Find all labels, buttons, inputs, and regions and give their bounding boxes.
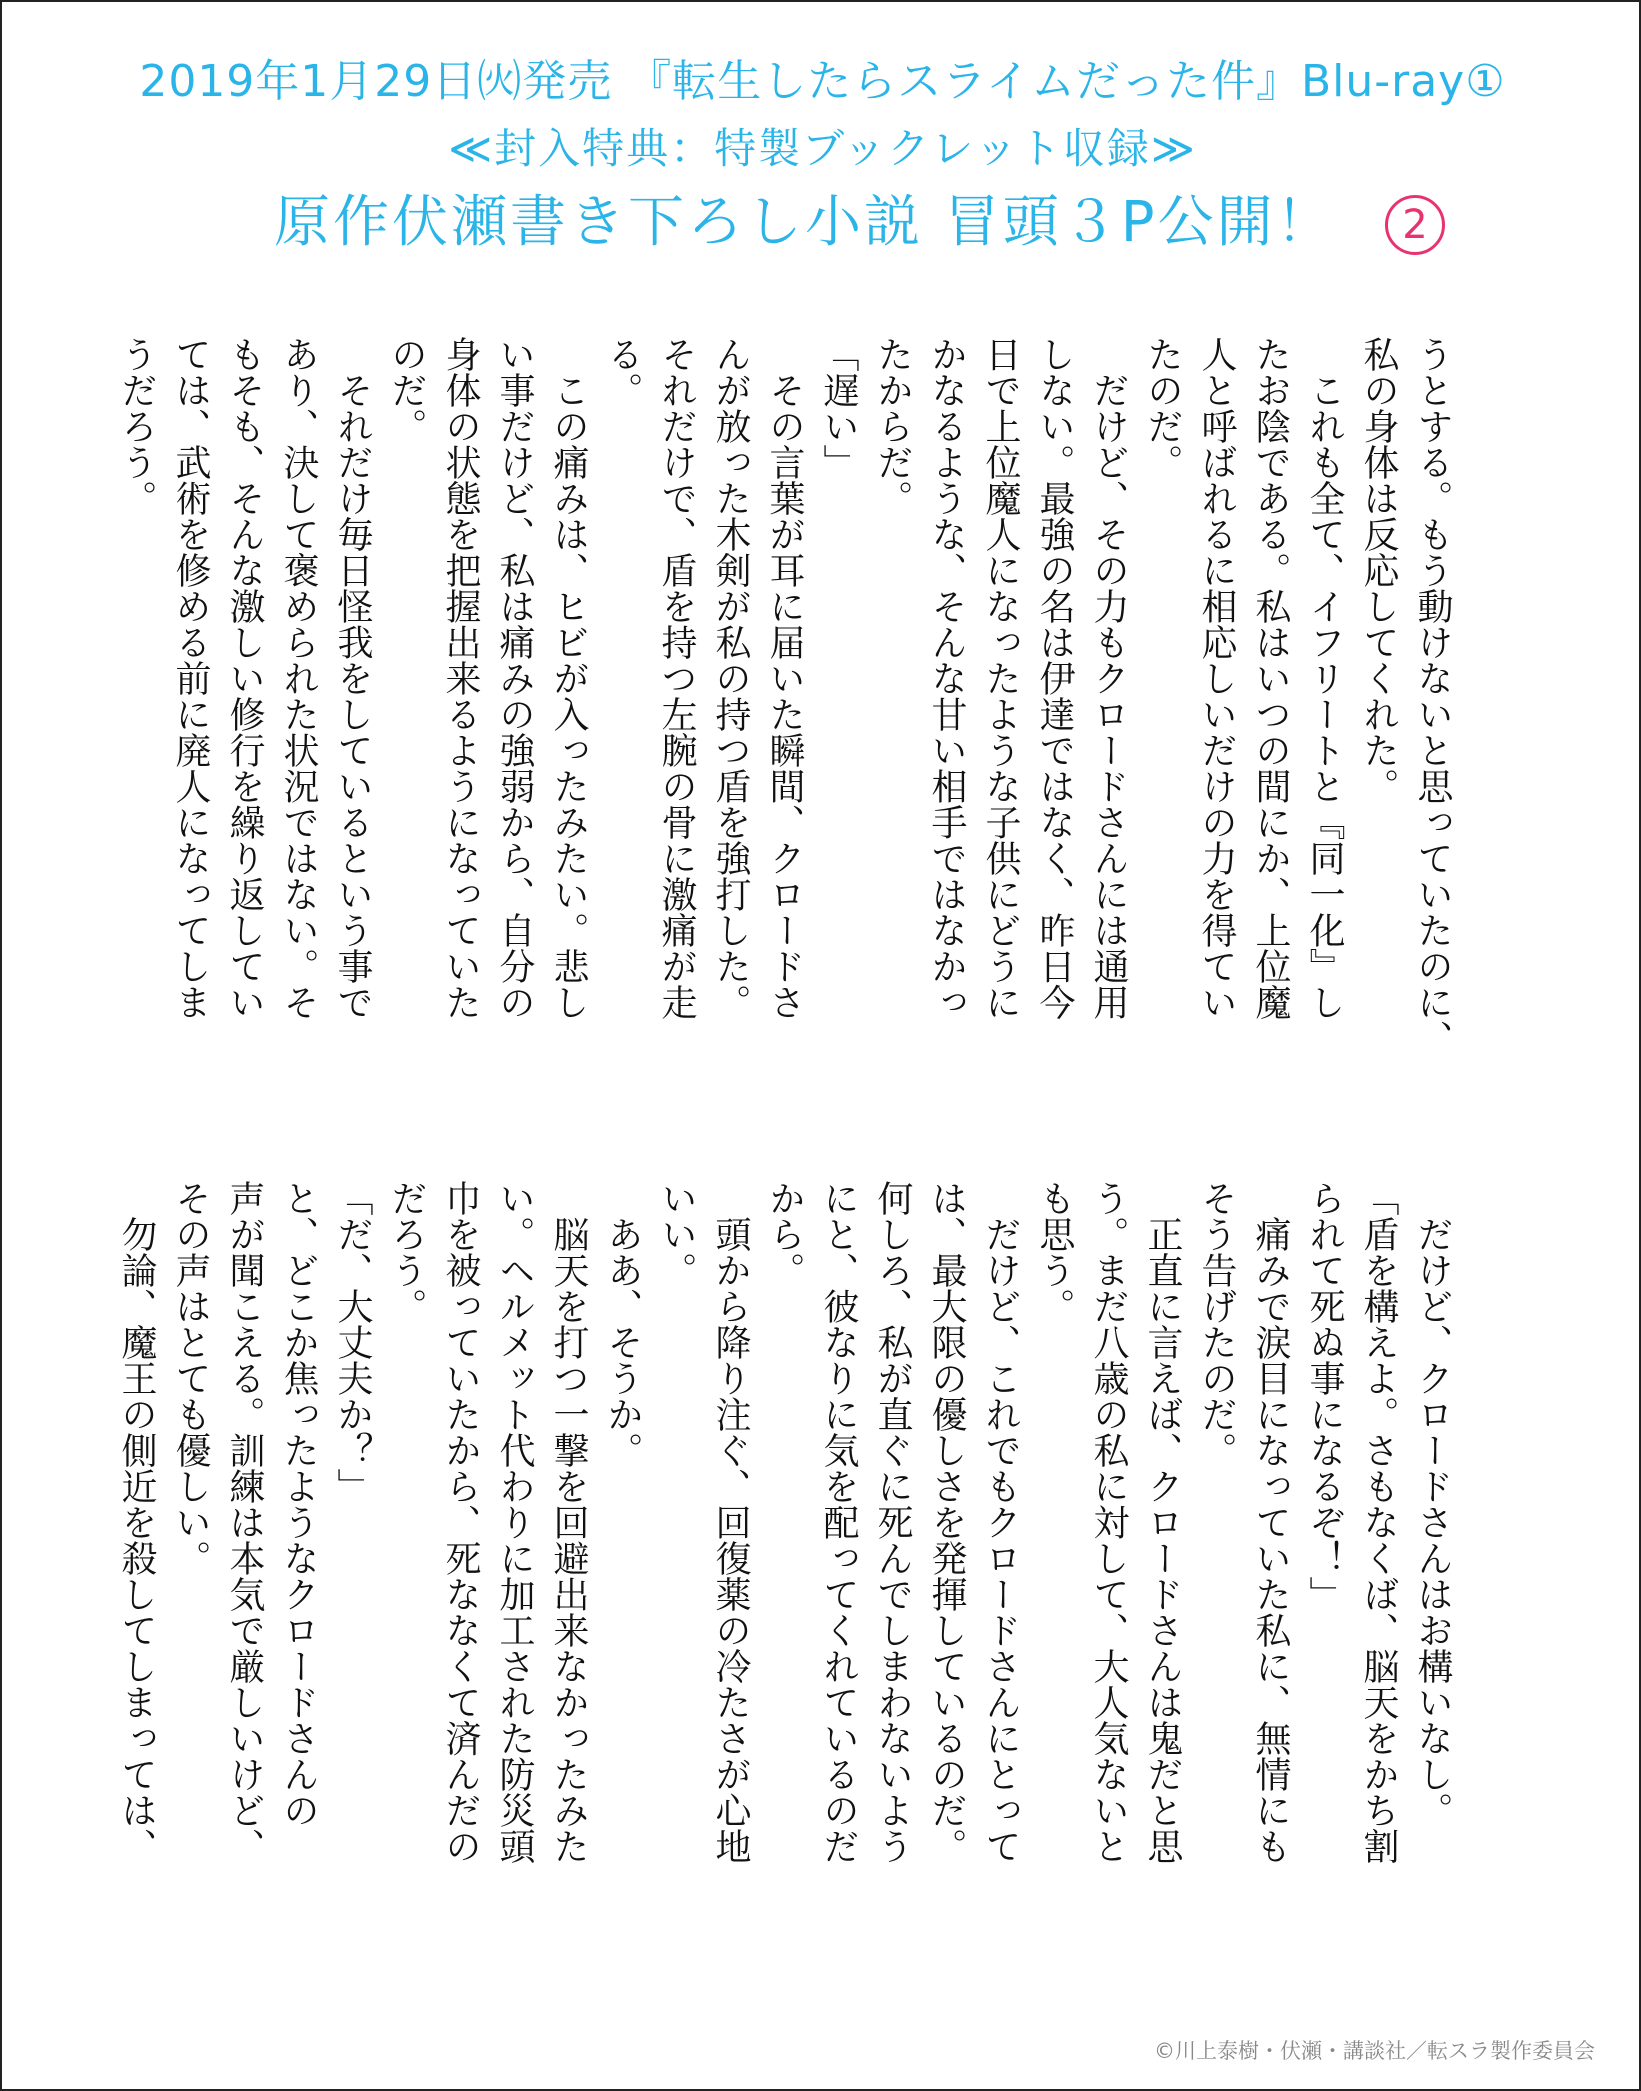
text-line: それだけ毎日怪我をしているという事で	[332, 336, 373, 1020]
text-line: この痛みは、ヒビが入ったみたい。悲し	[548, 336, 589, 1020]
text-line: たからだ。	[872, 336, 913, 516]
text-line: 声が聞こえる。訓練は本気で厳しいけど、	[224, 1180, 265, 1864]
text-line: たお陰である。私はいつの間にか、上位魔	[1250, 336, 1291, 1020]
page-header	[2, 2, 1641, 272]
text-line: る。	[602, 336, 643, 408]
text-line: 巾を被っていたから、死ななくて済んだの	[440, 1180, 481, 1864]
text-line: 勿論、魔王の側近を殺してしまっては、	[116, 1180, 157, 1864]
text-line: んが放った木剣が私の持つ盾を強打した。	[710, 336, 751, 1020]
text-line: その声はとても優しい。	[170, 1180, 211, 1576]
text-line: ああ、そうか。	[602, 1180, 643, 1468]
bonus-booklet-line: ≪封入特典：特製ブックレット収録≫	[448, 124, 1197, 173]
text-line: 人と呼ばれるに相応しいだけの力を得てい	[1196, 336, 1237, 1020]
text-line: も思う。	[1034, 1180, 1075, 1324]
novel-text-lower	[116, 1180, 1459, 1890]
text-line: う。まだ八歳の私に対して、大人気ないと	[1088, 1180, 1129, 1864]
text-line: だけど、その力もクロードさんには通用	[1088, 336, 1129, 1020]
copyright-notice: ©川上泰樹・伏瀬・講談社／転スラ製作委員会	[1154, 2039, 1595, 2063]
release-date-line: 2019年1月29日㈫発売 『転生したらスライムだった件』Blu-ray①	[139, 56, 1506, 107]
text-line: だろう。	[386, 1180, 427, 1324]
text-line: 「だ、大丈夫か？」	[332, 1180, 373, 1504]
text-line: たのだ。	[1142, 336, 1183, 480]
text-line: 日で上位魔人になったような子供にどうに	[980, 336, 1021, 1020]
text-line: 身体の状態を把握出来るようになっていた	[440, 336, 481, 1020]
text-line: これも全て、イフリートと『同一化』し	[1304, 336, 1345, 1020]
text-line: しない。最強の名は伊達ではなく、昨日今	[1034, 336, 1075, 1020]
text-line: 「盾を構えよ。さもなくば、脳天をかち割	[1358, 1180, 1399, 1864]
part-number-badge: 2	[1385, 195, 1445, 255]
text-line: もそも、そんな激しい修行を繰り返してい	[224, 336, 265, 1020]
text-line: 私の身体は反応してくれた。	[1358, 336, 1399, 804]
text-line: のだ。	[386, 336, 427, 444]
text-line: うだろう。	[116, 336, 157, 516]
text-line: 脳天を打つ一撃を回避出来なかったみた	[548, 1180, 589, 1864]
text-line: 何しろ、私が直ぐに死んでしまわないよう	[872, 1180, 913, 1864]
text-line: 頭から降り注ぐ、回復薬の冷たさが心地	[710, 1180, 751, 1864]
text-line: い。ヘルメット代わりに加工された防災頭	[494, 1180, 535, 1864]
text-line: かなるような、そんな甘い相手ではなかっ	[926, 336, 967, 1020]
text-line: それだけで、盾を持つ左腕の骨に激痛が走	[656, 336, 697, 1020]
text-line: うとする。もう動けないと思っていたのに、	[1412, 336, 1453, 1056]
text-line: そう告げたのだ。	[1196, 1180, 1237, 1468]
text-line: あり、決して褒められた状況ではない。そ	[278, 336, 319, 1020]
text-line: だけど、クロードさんはお構いなし。	[1412, 1180, 1453, 1828]
text-line: い事だけど、私は痛みの強弱から、自分の	[494, 336, 535, 1020]
text-line: から。	[764, 1180, 805, 1288]
text-line: と、どこか焦ったようなクロードさんの	[278, 1180, 319, 1828]
text-line: その言葉が耳に届いた瞬間、クロードさ	[764, 336, 805, 1020]
novel-text-upper	[116, 336, 1459, 1056]
text-line: いい。	[656, 1180, 697, 1288]
text-line: 「遅い」	[818, 336, 859, 480]
text-line: は、最大限の優しさを発揮しているのだ。	[926, 1180, 967, 1864]
text-line: 痛みで涙目になっていた私に、無情にも	[1250, 1180, 1291, 1864]
text-line: にと、彼なりに気を配ってくれているのだ	[818, 1180, 859, 1864]
novel-preview-title: 原作伏瀬書き下ろし小説 冒頭３P公開！	[274, 190, 1335, 255]
text-line: だけど、これでもクロードさんにとって	[980, 1180, 1021, 1864]
text-line: 正直に言えば、クロードさんは鬼だと思	[1142, 1180, 1183, 1864]
text-line: ては、武術を修める前に廃人になってしま	[170, 336, 211, 1020]
text-line: られて死ぬ事になるぞ！」	[1304, 1180, 1345, 1612]
